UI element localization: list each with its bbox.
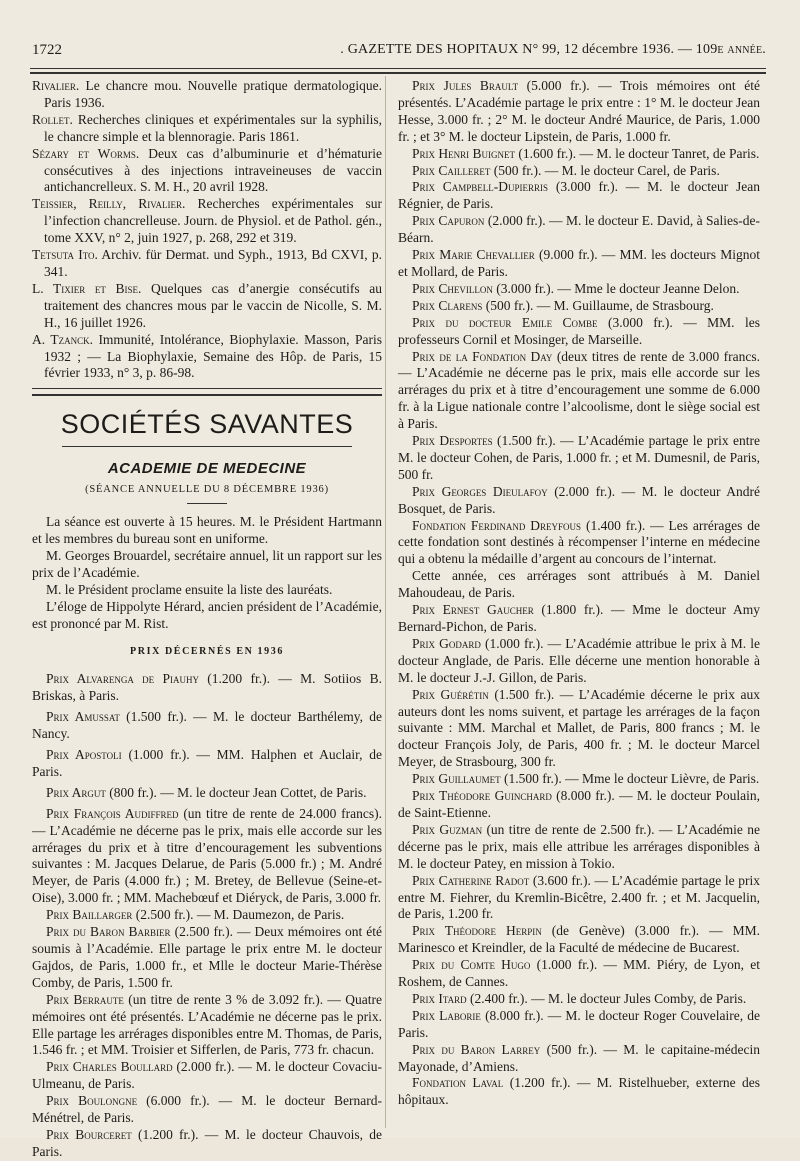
prize-entry: Prix de la Fondation Day (deux titres de rente de 3.000 francs. — L’Académie ne décerne pas le prix, mais elle accorde sur les arrérages du prix et à titre d’encouragement une somme de 6.000 fr. à la Ligue nationale contre l’alcoolisme, dont le siège social est à Paris. xyxy=(398,348,760,432)
prize-entry: Prix Marie Chevallier (9.000 fr.). — MM. les docteurs Mignot et Mollard, de Paris. xyxy=(398,247,761,279)
reference-2: Rollet. Recherches cliniques et expérimentales sur la syphilis, le chancre simple et la blennoragie. Paris 1861. xyxy=(32,111,382,144)
prize-entry: Prix Cailleret (500 fr.). — M. le docteur Carel, de Paris. xyxy=(412,162,720,178)
prize-entry: Prix Alvarenga de Piauhy (1.200 fr.). — M. Sotiios B. Briskas, à Paris. xyxy=(32,671,383,704)
prize-entry: Fondation Ferdinand Dreyfous (1.400 fr.). — Les arrérages de cette fondation sont destinés à récompenser l’interne en médecine qui a obtenu la médaille d’argent au concours de l’internat. xyxy=(398,517,761,567)
reference-4: Teissier, Reilly, Rivalier. Recherches expérimentales sur l’infection chancrelleuse. Journ. de Physiol. et de Pathol. gén., tome XXV, n° 2, juin 1927, p. 268, 292 et 319. xyxy=(32,196,382,246)
prize-entry: Fondation Laval (1.200 fr.). — M. Ristelhueber, externe des hôpitaux. xyxy=(398,1075,761,1108)
prize-entry: Prix Guzman (un titre de rente de 2.500 fr.). — L’Académie ne décerne pas le prix, mais elle attribue les arrérages disponibles à M. le docteur Patey, en mission à Tokio. xyxy=(398,821,760,871)
prize-entry: Prix Boulongne (6.000 fr.). — M. le docteur Bernard-Ménétrel, de Paris. xyxy=(32,1093,382,1126)
prize-entry: Prix Guérétin (1.500 fr.). — L’Académie décerne le prix aux auteurs dont les noms suivent, et partage les arrérages de la façon suivante : MM. Marchal et Mallet, de Paris, 800 francs ; M. le docteur François Joly, de Paris, 400 fr. ; M. le docteur Marcel Meyer, de Strasbourg, 300 fr. xyxy=(398,686,761,770)
prize-entry: Prix Jules Brault (5.000 fr.). — Trois mémoires ont été présentés. L’Académie partage le prix entre : 1° M. le docteur Jean Hesse, 3.000 fr. ; 2° M. le docteur André Maurice, de Paris, 1.000 fr. ; et 3° M. le docteur Lipstein, de Paris, 1.000 fr. xyxy=(398,78,760,144)
reference-7: A. Tzanck. Immunité, Intolérance, Biophylaxie. Masson, Paris 1932 ; — La Biophylaxie, Semaine des Hôp. de Paris, 15 février 1933, n° 3, p. 86-98. xyxy=(32,331,382,381)
prize-entry: Prix Clarens (500 fr.). — M. Guillaume, de Strasbourg. xyxy=(412,297,714,313)
prize-entry: Prix Godard (1.000 fr.). — L’Académie attribue le prix à M. le docteur Anglade, de Paris. Elle décerne une mention honorable à M. le docteur J.-J. Gillon, de Paris. xyxy=(398,635,761,685)
session-date: (SÉANCE ANNUELLE DU 8 DÉCEMBRE 1936) xyxy=(85,484,329,496)
prize-entry: Prix Berraute (un titre de rente 3 % de 3.092 fr.). — Quatre mémoires ont été présentés. L’Académie ne décerne pas le prix. Elle partage les arrérages disponibles entre M. Thomas, de Paris, 1.546 fr. ; et MM. Troisier et Sifferlen, de Paris, 773 fr. chacun. xyxy=(32,991,382,1058)
section-rule xyxy=(32,388,382,396)
prize-entry: Prix Théodore Herpin (de Genève) (3.000 fr.). — MM. Marinesco et Kreindler, de la Faculté de médecine de Bucarest. xyxy=(398,923,761,956)
prize-entry: Prix François Audiffred (un titre de rente de 24.000 francs). — L’Académie ne décerne pas le prix, mais elle accorde sur les arrérages du prix et à titre d’encouragement les subventions suivantes : M. Jacques Delarue, de Paris (5.000 fr.) ; M. André Meyer, de Paris (4.000 fr.) ; M. Bretey, de Bellevue (Seine-et-Oise), 3.000 fr. ; MM. Machebœuf et Diéryck, de Paris, 3.000 fr. xyxy=(32,805,382,906)
prize-entry: Prix Charles Boullard (2.000 fr.). — M. le docteur Covaciu-Ulmeanu, de Paris. xyxy=(32,1059,382,1092)
year-info: 109e année. xyxy=(695,42,766,57)
prize-entry: Prix Amussat (1.500 fr.). — M. le docteur Barthélemy, de Nancy. xyxy=(32,709,383,742)
short-rule xyxy=(187,503,227,504)
header-title xyxy=(340,42,766,59)
prize-entry: Prix Campbell-Dupierris (3.000 fr.). — M. le docteur Jean Régnier, de Paris. xyxy=(398,179,761,212)
prize-entry: Prix Guillaumet (1.500 fr.). — Mme le docteur Lièvre, de Paris. xyxy=(412,771,760,787)
reference-1: Rivalier. Le chancre mou. Nouvelle pratique dermatologique. Paris 1936. xyxy=(32,78,382,110)
running-header xyxy=(32,42,766,62)
prize-entry: Prix Apostoli (1.000 fr.). — MM. Halphen et Auclair, de Paris. xyxy=(32,747,382,779)
prize-entry: Cette année, ces arrérages sont attribués à M. Daniel Mahoudeau, de Paris. xyxy=(398,568,760,601)
prize-entry: Prix Bourceret (1.200 fr.). — M. le docteur Chauvois, de Paris. xyxy=(32,1126,383,1159)
bibliography xyxy=(32,78,382,382)
prize-entry: Prix Chevillon (3.000 fr.). — Mme le docteur Jeanne Delon. xyxy=(412,280,740,296)
intro-paragraph-4: L’éloge de Hippolyte Hérard, ancien président de l’Académie, est prononcé par M. Rist. xyxy=(32,598,382,631)
prize-entry: Prix du Baron Barbier (2.500 fr.). — Deux mémoires ont été soumis à l’Académie. Elle partage le prix entre M. le docteur Gajdos, de Paris, 1.000 fr., et Mlle le docteur Marie-Thérèse Comby, de Paris, 1.500 fr. xyxy=(32,924,382,990)
section-title: SOCIÉTÉS SAVANTES xyxy=(60,409,354,440)
prize-entry: Prix du docteur Emile Combe (3.000 fr.). — MM. les professeurs Cornil et Mosinger, de Marseille. xyxy=(398,314,760,347)
prize-entry: Prix Théodore Guinchard (8.000 fr.). — M. le docteur Poulain, de Saint-Etienne. xyxy=(398,788,760,820)
prize-entry: Prix Argut (800 fr.). — M. le docteur Jean Cottet, de Paris. xyxy=(46,784,367,800)
reference-5: Tetsuta Ito. Archiv. für Dermat. und Syph., 1913, Bd CXVI, p. 341. xyxy=(32,247,382,279)
prize-entry: Prix du Comte Hugo (1.000 fr.). — MM. Piéry, de Lyon, et Roshem, de Cannes. xyxy=(398,957,760,990)
prize-entry: Prix Baillarger (2.500 fr.). — M. Daumezon, de Paris. xyxy=(46,907,345,923)
prize-entry: Prix Capuron (2.000 fr.). — M. le docteur E. David, à Salies-de-Béarn. xyxy=(398,213,760,246)
header-rule xyxy=(30,68,766,69)
issue-info: N° 99, 12 décembre 1936. — xyxy=(522,42,693,57)
reference-6: L. Tixier et Bise. Quelques cas d’anergie consécutifs au traitement des chancres mous par le vaccin de Nicolle, S. M. H., 16 juillet 1926. xyxy=(32,280,383,330)
intro-paragraph-3: M. le Président proclame ensuite la liste des lauréats. xyxy=(46,581,333,597)
prize-entry: Prix Ernest Gaucher (1.800 fr.). — Mme le docteur Amy Bernard-Pichon, de Paris. xyxy=(398,602,761,634)
intro-paragraph-2: M. Georges Brouardel, secrétaire annuel, lit un rapport sur les prix de l’Académie. xyxy=(32,547,382,580)
subsection-title: ACADEMIE DE MEDECINE xyxy=(107,460,307,478)
prize-entry: Prix du Baron Larrey (500 fr.). — M. le capitaine-médecin Mayonade, d’Amiens. xyxy=(398,1041,761,1074)
journal-name: . GAZETTE DES HOPITAUX xyxy=(340,42,519,57)
prize-entry: Prix Henri Buignet (1.600 fr.). — M. le docteur Tanret, de Paris. xyxy=(412,145,760,161)
column-divider xyxy=(385,76,386,1128)
page-number: 1722 xyxy=(32,42,62,58)
prize-entry: Prix Catherine Radot (3.600 fr.). — L’Académie partage le prix entre M. Fiehrer, du Kremlin-Bicêtre, 2.400 fr. ; et M. Jacquelin, de Paris, 1.200 fr. xyxy=(398,872,761,922)
prize-entry: Prix Desportes (1.500 fr.). — L’Académie partage le prix entre M. le docteur Cohen, de Paris, 1.000 fr. ; et M. Dumesnil, de Paris, 500 fr. xyxy=(398,433,761,482)
prizes-heading: PRIX DÉCERNÉS EN 1936 xyxy=(130,646,284,658)
left-column xyxy=(32,78,382,1161)
right-column xyxy=(398,78,760,1109)
header-rule-thick xyxy=(30,72,766,74)
reference-3: Sézary et Worms. Deux cas d’albuminurie et d’hématurie consécutives à des injections intraveineuses de vaccin antichancrelleux. S. M. H., 20 avril 1928. xyxy=(32,145,383,195)
prize-entry: Prix Itard (2.400 fr.). — M. le docteur Jules Comby, de Paris. xyxy=(412,990,747,1006)
prize-entry: Prix Georges Dieulafoy (2.000 fr.). — M. le docteur André Bosquet, de Paris. xyxy=(398,483,760,516)
prize-entry: Prix Laborie (8.000 fr.). — M. le docteur Roger Couvelaire, de Paris. xyxy=(398,1007,761,1040)
intro-paragraph-1: La séance est ouverte à 15 heures. M. le Président Hartmann et les membres du bureau sont en uniforme. xyxy=(32,514,382,547)
section-title-rule xyxy=(62,446,352,447)
